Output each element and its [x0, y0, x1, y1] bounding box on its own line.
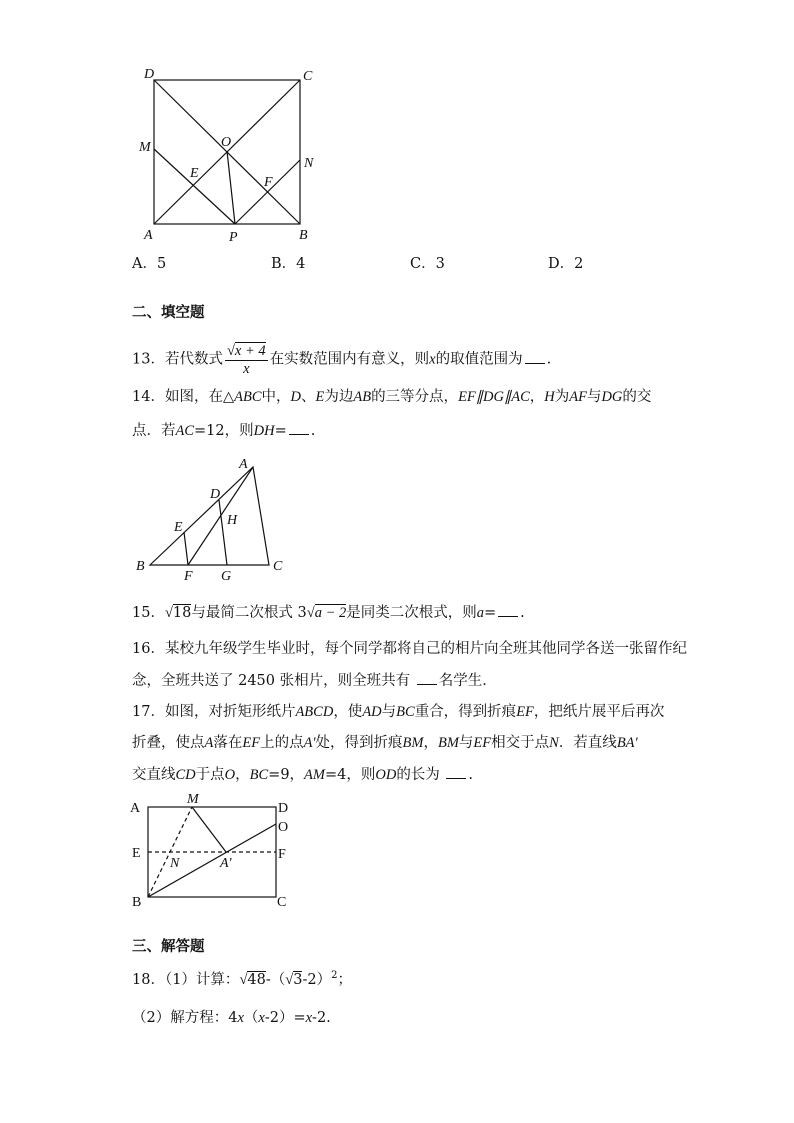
- label-c: C: [303, 69, 313, 84]
- question-17-line2: 折叠，使点A落在EF上的点A'处，得到折痕BM，BM与EF相交于点N．若直线BA': [132, 735, 638, 751]
- section-title-fill-blank: 二、填空题: [132, 304, 205, 321]
- option-a: A．5: [132, 256, 167, 272]
- label-e: E: [174, 520, 183, 535]
- numerator: √x + 4: [226, 343, 266, 359]
- segment-op: [227, 151, 235, 224]
- label-m: M: [187, 792, 199, 807]
- label-o: O: [221, 135, 232, 150]
- denominator: x: [243, 361, 250, 377]
- label-c: C: [277, 895, 287, 910]
- label-n: N: [304, 156, 314, 171]
- answer-blank-14[interactable]: [289, 420, 309, 435]
- label-c: C: [273, 559, 283, 574]
- label-f: F: [184, 569, 193, 584]
- label-h: H: [227, 513, 238, 528]
- answer-blank-17[interactable]: [446, 764, 466, 779]
- question-18-part2: （2）解方程：4x（x-2）=x-2.: [132, 1010, 331, 1026]
- triangle-abc: [150, 467, 269, 565]
- question-13: 13．若代数式 $\frac{√x + 4}{x}$ 在实数范围内有意义，则x的取值范围为 .: [132, 343, 552, 377]
- label-f: F: [264, 175, 273, 190]
- label-a: A: [130, 801, 141, 816]
- label-d: D: [278, 801, 289, 816]
- label-n: N: [170, 856, 180, 871]
- question-14-line2: 点．若AC=12，则DH= .: [132, 420, 315, 441]
- label-m: M: [139, 140, 151, 155]
- label-b: B: [132, 895, 142, 910]
- answer-blank-15[interactable]: [498, 602, 518, 617]
- label-d: D: [144, 67, 155, 82]
- figure-q17: [128, 787, 298, 915]
- question-15: 15．√18与最简二次根式 3√a − 2是同类二次根式，则a= .: [132, 602, 525, 623]
- figure-q12: [130, 60, 330, 250]
- label-d: D: [210, 487, 221, 502]
- label-e: E: [132, 846, 141, 861]
- option-d: D．2: [548, 256, 584, 272]
- label-f: F: [278, 847, 286, 862]
- segment-ma1: [192, 807, 226, 852]
- label-b: B: [299, 228, 308, 243]
- label-a-prime: A': [220, 856, 232, 871]
- label-g: G: [221, 569, 232, 584]
- label-p: P: [229, 230, 238, 245]
- answer-blank-13[interactable]: [525, 349, 545, 364]
- option-b: B．4: [271, 256, 306, 272]
- question-16-line2: 念，全班共送了 2450 张相片，则全班共有 名学生．: [132, 670, 497, 691]
- question-17-line1: 17．如图，对折矩形纸片ABCD，使AD与BC重合，得到折痕EF，把纸片展平后再次: [132, 704, 665, 720]
- answer-blank-16[interactable]: [417, 670, 437, 685]
- fraction: [225, 342, 268, 377]
- label-e: E: [190, 166, 199, 181]
- label-b: B: [136, 559, 145, 574]
- option-c: C．3: [410, 256, 445, 272]
- question-14-line1: 14．如图，在△ABC中，D、E为边AB的三等分点，EF∥DG∥AC，H为AF与DG的交: [132, 389, 652, 405]
- segment-dg: [219, 500, 227, 565]
- label-a: A: [239, 457, 248, 472]
- question-18-part1: 18．（1）计算：$√48-(√3-2)^2$；: [132, 970, 352, 988]
- label-a: A: [144, 228, 153, 243]
- line-bo: [148, 824, 276, 897]
- section-title-solutions: 三、解答题: [132, 938, 205, 955]
- question-16-line1: 16．某校九年级学生毕业时，每个同学都将自己的相片向全班其他同学各送一张留作纪: [132, 641, 687, 657]
- label-o: O: [278, 820, 289, 835]
- question-17-line3: 交直线CD于点O，BC=9，AM=4，则OD的长为 .: [132, 764, 473, 785]
- figure-q14: [130, 452, 300, 584]
- segment-ef: [184, 532, 188, 565]
